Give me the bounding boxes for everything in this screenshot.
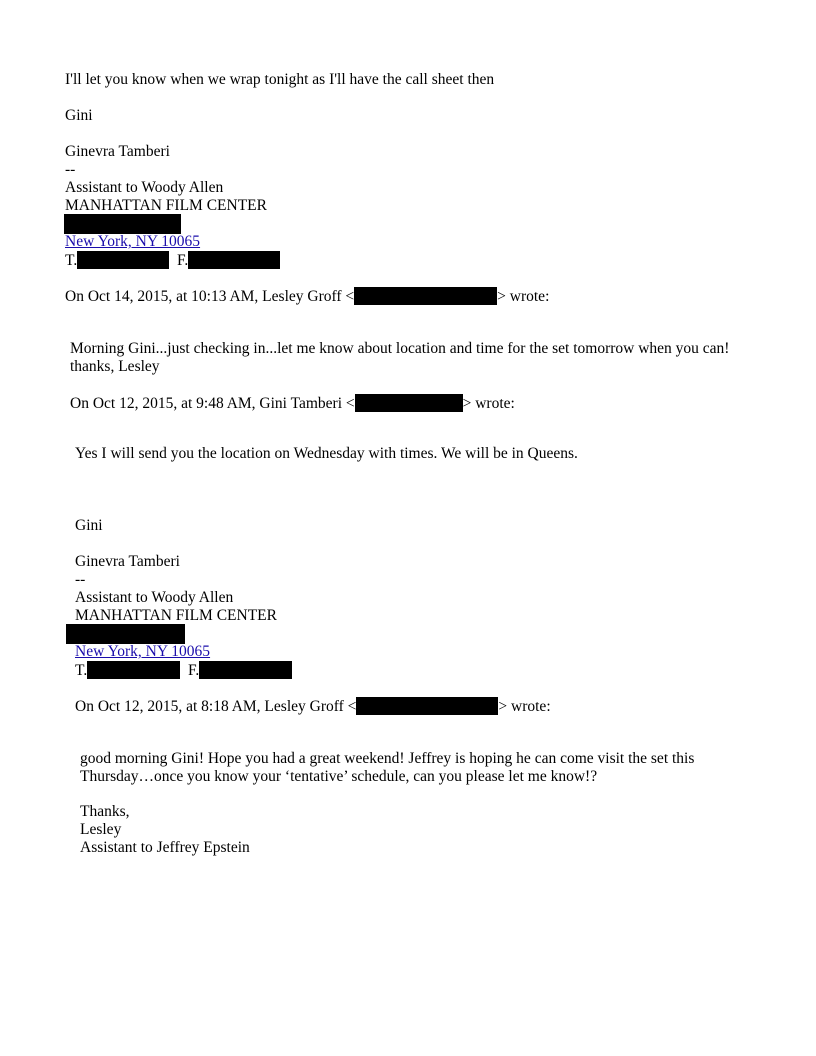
redacted-email [355,394,463,412]
quote3-header-suffix: > wrote: [498,698,551,715]
signature-role: Assistant to Woody Allen [65,179,224,196]
redacted-address [64,214,181,234]
quote2-header [70,394,515,413]
quote2-header-suffix: > wrote: [462,395,515,412]
city-link[interactable]: New York, NY 10065 [75,643,211,660]
redacted-fax [199,661,292,679]
signature2-role: Assistant to Woody Allen [75,589,234,606]
signature2-separator: -- [75,571,86,588]
signature2-full-name: Ginevra Tamberi [75,553,180,570]
signature2-phone-fax [75,661,292,680]
quote3-body: good morning Gini! Hope you had a great weekend! Jeffrey is hoping he can come visit the set this Thursday…once you know your ‘tentative’ schedule, can you please let me know!? [80,750,695,785]
signature3-thanks: Thanks, [80,803,130,820]
phone-label: T. [65,252,78,269]
redacted-phone [87,661,180,679]
signature2-city[interactable] [75,643,210,661]
redacted-email [354,287,497,305]
quote3-header [75,697,551,716]
signature3-name: Lesley [80,821,122,838]
quote2-header-prefix: On Oct 12, 2015, at 9:48 AM, Gini Tamberi < [70,395,355,412]
redacted-email [356,697,498,715]
fax-label: F. [187,662,200,679]
signature3-role: Assistant to Jeffrey Epstein [80,839,250,856]
signature-full-name: Ginevra Tamberi [65,143,170,160]
quote1-header [65,287,549,306]
quote1-header-suffix: > wrote: [497,288,550,305]
redacted-fax [188,251,280,269]
signature-city[interactable] [65,233,200,251]
redacted-address [66,624,185,644]
signature2-short-name: Gini [75,517,103,534]
quote3-header-prefix: On Oct 12, 2015, at 8:18 AM, Lesley Groff < [75,698,357,715]
quote1-header-prefix: On Oct 14, 2015, at 10:13 AM, Lesley Groff < [65,288,355,305]
signature-phone-fax [65,251,280,270]
signature-separator: -- [65,161,76,178]
signature2-company: MANHATTAN FILM CENTER [75,607,277,624]
fax-label: F. [176,252,189,269]
opening-line: I'll let you know when we wrap tonight as I'll have the call sheet then [65,71,495,88]
quote1-body: Morning Gini...just checking in...let me know about location and time for the set tomorrow when you can! thanks, Lesley [70,340,730,375]
quote2-body: Yes I will send you the location on Wednesday with times. We will be in Queens. [75,445,578,462]
city-link[interactable]: New York, NY 10065 [65,233,201,250]
signature-company: MANHATTAN FILM CENTER [65,197,267,214]
phone-label: T. [75,662,88,679]
signature-short-name: Gini [65,107,93,124]
redacted-phone [77,251,169,269]
